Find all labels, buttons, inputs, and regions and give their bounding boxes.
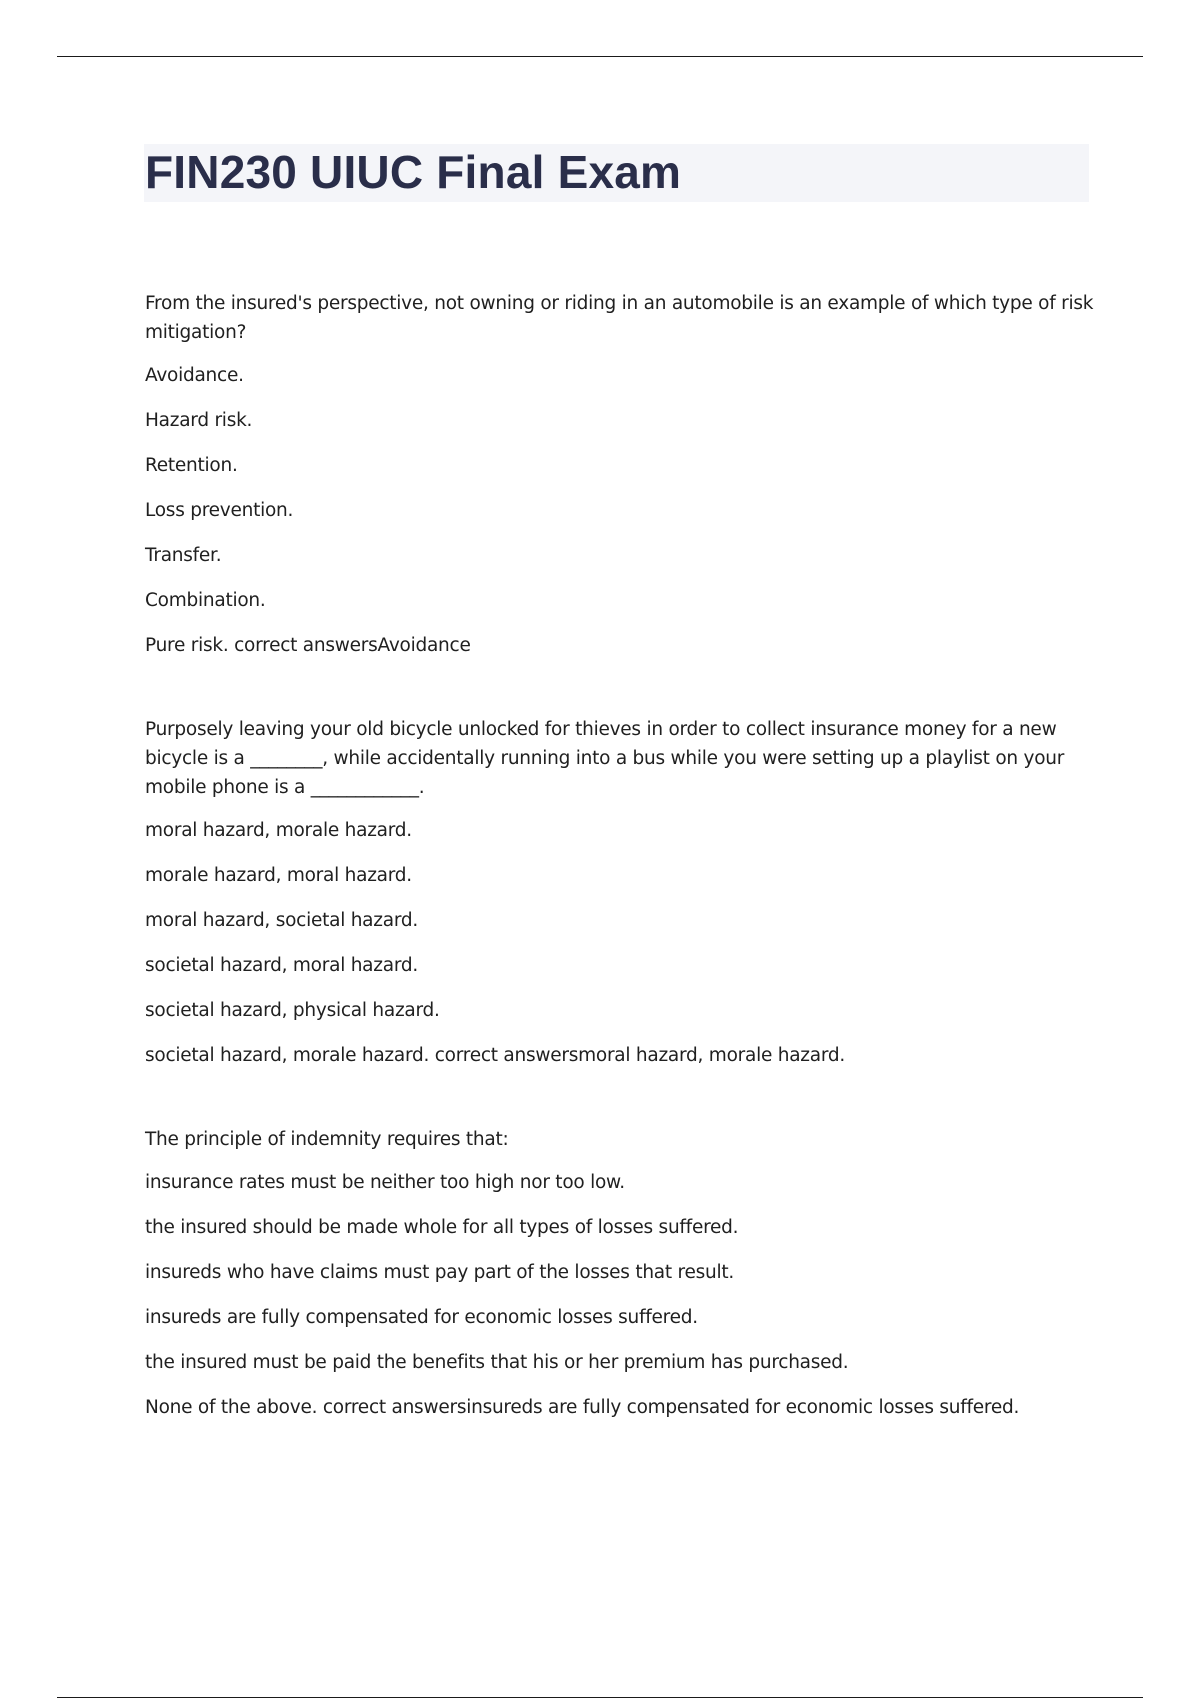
answer-option: Avoidance. — [145, 365, 244, 386]
answer-option-with-correct-answer: societal hazard, morale hazard. correct answersmoral hazard, morale hazard. — [145, 1045, 845, 1066]
answer-option: societal hazard, physical hazard. — [145, 1000, 440, 1021]
answer-option: Hazard risk. — [145, 410, 253, 431]
answer-option: the insured must be paid the benefits that his or her premium has purchased. — [145, 1352, 849, 1373]
answer-option: moral hazard, morale hazard. — [145, 820, 412, 841]
footer-rule — [57, 1697, 1143, 1698]
answer-option: insureds who have claims must pay part of the losses that result. — [145, 1262, 734, 1283]
answer-option-with-correct-answer: Pure risk. correct answersAvoidance — [145, 635, 471, 656]
question-text: The principle of indemnity requires that: — [145, 1129, 509, 1150]
answer-option: Combination. — [145, 590, 266, 611]
answer-option: insureds are fully compensated for economic losses suffered. — [145, 1307, 698, 1328]
question-block-3 — [145, 1125, 1095, 1422]
question-block-2 — [145, 715, 1095, 1070]
question-block-1 — [145, 289, 1095, 660]
document-title: FIN230 UIUC Final Exam — [145, 146, 682, 198]
answer-options — [145, 816, 1095, 1070]
question-text: From the insured's perspective, not owning or riding in an automobile is an example of which type of risk mitigation? — [145, 293, 1094, 343]
answer-option: societal hazard, moral hazard. — [145, 955, 418, 976]
answer-options — [145, 1168, 1095, 1422]
header-rule — [57, 56, 1143, 57]
answer-options — [145, 361, 1095, 660]
answer-option-with-correct-answer: None of the above. correct answersinsureds are fully compensated for economic losses suffered. — [145, 1397, 1020, 1418]
answer-option: moral hazard, societal hazard. — [145, 910, 418, 931]
answer-option: Loss prevention. — [145, 500, 294, 521]
answer-option: the insured should be made whole for all types of losses suffered. — [145, 1217, 739, 1238]
question-text: Purposely leaving your old bicycle unlocked for thieves in order to collect insurance money for a new bicycle is a ________, while accidentally running into a bus while you were setting up a playlist on your mobile phone is a ____________. — [145, 719, 1065, 798]
answer-option: morale hazard, moral hazard. — [145, 865, 412, 886]
exam-content — [145, 289, 1095, 1422]
answer-option: insurance rates must be neither too high nor too low. — [145, 1172, 625, 1193]
answer-option: Retention. — [145, 455, 238, 476]
answer-option: Transfer. — [145, 545, 222, 566]
